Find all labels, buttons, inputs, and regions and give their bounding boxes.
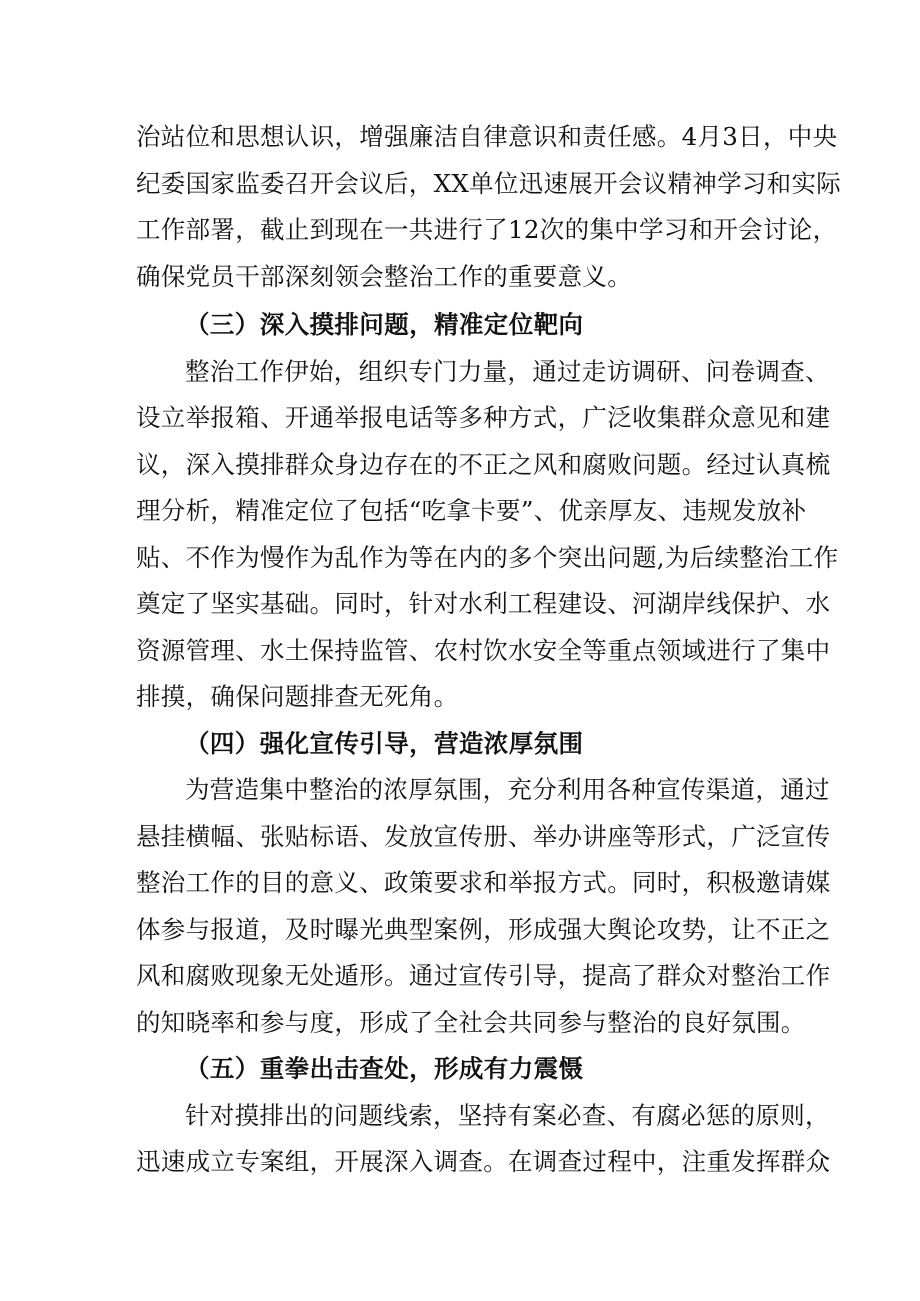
paragraph-line: 悬挂横幅、张贴标语、发放宣传册、举办讲座等形式，广泛宣传	[136, 821, 831, 851]
section-5-heading: （五）重拳出击查处，形成有力震慑	[185, 1054, 584, 1083]
paragraph-line: 风和腐败现象无处遁形。通过宣传引导，提高了群众对整治工作	[136, 961, 831, 990]
intro-paragraph	[136, 114, 842, 300]
section-4-paragraph	[136, 767, 831, 1046]
section-5-paragraph	[136, 1093, 831, 1186]
paragraph-line: 设立举报箱、开通举报电话等多种方式，广泛收集群众意见和建	[136, 403, 831, 432]
paragraph-line: 为营造集中整治的浓厚氛围，充分利用各种宣传渠道，通过	[185, 775, 830, 804]
paragraph-line: 针对摸排出的问题线索，坚持有案必查、有腐必惩的原则，	[185, 1100, 830, 1130]
paragraph-line: 整治工作伊始，组织专门力量，通过走访调研、问卷调查、	[185, 356, 830, 386]
paragraph-line: 理分析，精准定位了包括“吃拿卡要”、优亲厚友、违规发放补	[136, 496, 807, 525]
paragraph-line: 迅速成立专案组，开展深入调查。在调查过程中，注重发挥群众	[136, 1147, 831, 1176]
paragraph-line: 的知晓率和参与度，形成了全社会共同参与整治的良好氛围。	[136, 1007, 806, 1037]
section-3-paragraph	[136, 349, 839, 721]
paragraph-line: 体参与报道，及时曝光典型案例，形成强大舆论攻势，让不正之	[136, 914, 831, 944]
section-3-heading: （三）深入摸排问题，精准定位靶向	[185, 310, 584, 339]
paragraph-line: 纪委国家监委召开会议后，XX单位迅速展开会议精神学习和实际	[136, 168, 842, 198]
section-4-heading: （四）强化宣传引导，营造浓厚氛围	[185, 728, 584, 758]
paragraph-line: 整治工作的目的意义、政策要求和举报方式。同时，积极邀请媒	[136, 868, 831, 897]
paragraph-line: 确保党员干部深刻领会整治工作的重要意义。	[136, 261, 632, 291]
document-body	[136, 114, 842, 1186]
paragraph-line: 治站位和思想认识，增强廉洁自律意识和责任感。4月3日，中央	[136, 122, 838, 151]
paragraph-line: 奠定了坚实基础。同时，针对水利工程建设、河湖岸线保护、水	[136, 589, 831, 618]
paragraph-line: 贴、不作为慢作为乱作为等在内的多个突出问题,为后续整治工作	[136, 542, 839, 572]
paragraph-line: 议，深入摸排群众身边存在的不正之风和腐败问题。经过认真梳	[136, 449, 831, 479]
paragraph-line: 资源管理、水土保持监管、农村饮水安全等重点领域进行了集中	[136, 635, 831, 665]
paragraph-line: 排摸，确保问题排查无死角。	[136, 682, 459, 711]
paragraph-line: 工作部署，截止到现在一共进行了12次的集中学习和开会讨论，	[136, 215, 838, 244]
